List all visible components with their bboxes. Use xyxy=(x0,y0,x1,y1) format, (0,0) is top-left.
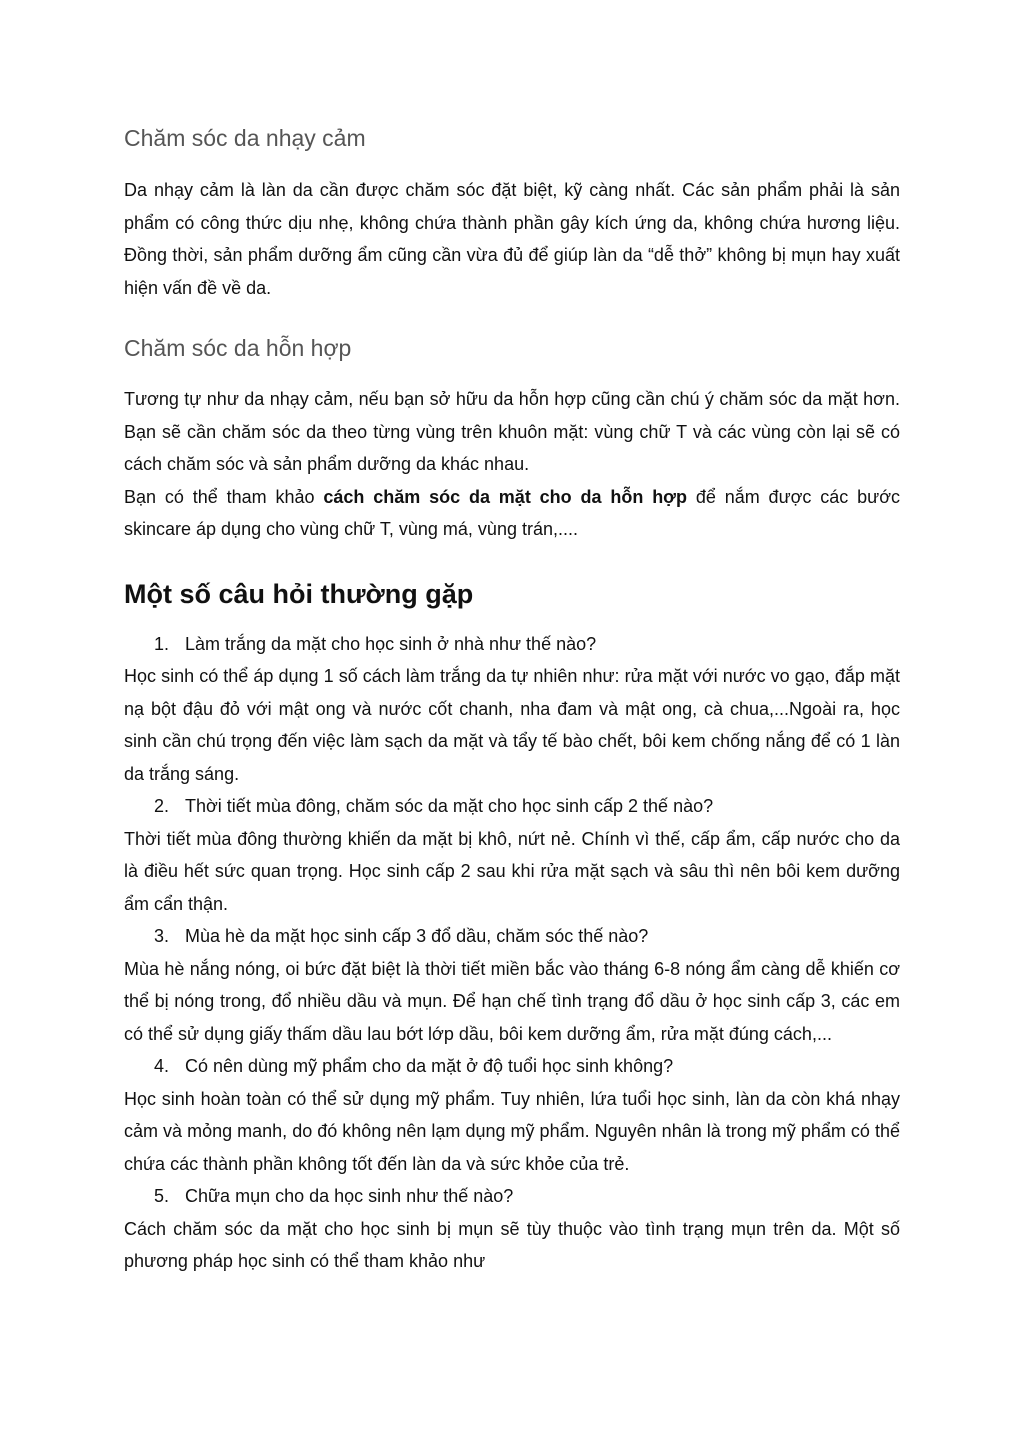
faq-question-3 xyxy=(124,920,900,953)
faq-question-text: Mùa hè da mặt học sinh cấp 3 đổ dầu, chăm sóc thế nào? xyxy=(185,926,649,946)
faq-list xyxy=(124,628,900,1278)
paragraph-sensitive-skin: Da nhạy cảm là làn da cần được chăm sóc đặt biệt, kỹ càng nhất. Các sản phẩm phải là sản phẩm có công thức dịu nhẹ, không chứa thành phần gây kích ứng da, không chứa hương liệu. Đồng thời, sản phẩm dưỡng ẩm cũng cần vừa đủ để giúp làn da “dễ thở” không bị mụn hay xuất hiện vấn đề về da. xyxy=(124,180,900,298)
faq-question-text: Chữa mụn cho da học sinh như thế nào? xyxy=(185,1186,514,1206)
paragraph-combination-skin: Tương tự như da nhạy cảm, nếu bạn sở hữu da hỗn hợp cũng cần chú ý chăm sóc da mặt hơn. Bạn sẽ cần chăm sóc da theo từng vùng trên khuôn mặt: vùng chữ T và các vùng còn lại sẽ có cách chăm sóc và sản phẩm dưỡng da khác nhau. xyxy=(124,389,900,474)
faq-answer-3: Mùa hè nắng nóng, oi bức đặt biệt là thời tiết miền bắc vào tháng 6-8 nóng ẩm càng dễ khiến cơ thể bị nóng trong, đổ nhiều dầu và mụn. Để hạn chế tình trạng đổ dầu ở học sinh cấp 3, các em có thể sử dụng giấy thấm dầu lau bớt lớp dầu, bôi kem dưỡng ẩm, rửa mặt đúng cách,... xyxy=(124,958,900,1044)
faq-question-text: Có nên dùng mỹ phẩm cho da mặt ở độ tuổi học sinh không? xyxy=(185,1056,674,1076)
tip-link-text: cách chăm sóc da mặt cho da hỗn hợp xyxy=(323,486,687,507)
section-heading-combination-skin: Chăm sóc da hỗn hợp xyxy=(124,335,352,361)
faq-question-4 xyxy=(124,1050,900,1083)
faq-question-5 xyxy=(124,1180,900,1213)
document-page xyxy=(124,122,900,1278)
paragraph-combination-tip xyxy=(124,481,900,546)
section-heading-sensitive-skin: Chăm sóc da nhạy cảm xyxy=(124,125,366,151)
faq-question-1 xyxy=(124,628,900,661)
faq-answer-4: Học sinh hoàn toàn có thể sử dụng mỹ phẩm. Tuy nhiên, lứa tuổi học sinh, làn da còn khá nhạy cảm và mỏng manh, do đó không nên lạm dụng mỹ phẩm. Nguyên nhân là trong mỹ phẩm có thể chứa các thành phần không tốt đến làn da và sức khỏe của trẻ. xyxy=(124,1088,900,1174)
faq-number: 1. xyxy=(154,633,170,654)
faq-answer-1: Học sinh có thể áp dụng 1 số cách làm trắng da tự nhiên như: rửa mặt với nước vo gạo, đắp mặt nạ bột đậu đỏ với mật ong và nước cốt chanh, nha đam và mật ong, cà chua,...Ngoài ra, học sinh cần chú trọng đến việc làm sạch da mặt và tẩy tế bào chết, bôi kem chống nắng để có 1 làn da trắng sáng. xyxy=(124,666,900,784)
tip-prefix: Bạn có thể tham khảo xyxy=(124,486,324,507)
faq-number: 5. xyxy=(154,1186,170,1206)
faq-question-text: Thời tiết mùa đông, chăm sóc da mặt cho học sinh cấp 2 thế nào? xyxy=(185,796,714,816)
tip-suffix: để nắm được các bước skincare áp dụng cho vùng chữ T, vùng má, vùng trán,.... xyxy=(124,486,900,539)
faq-question-text: Làm trắng da mặt cho học sinh ở nhà như thế nào? xyxy=(185,633,597,654)
faq-number: 2. xyxy=(154,796,170,816)
faq-heading: Một số câu hỏi thường gặp xyxy=(124,578,474,609)
faq-number: 3. xyxy=(154,926,170,946)
faq-answer-5: Cách chăm sóc da mặt cho học sinh bị mụn sẽ tùy thuộc vào tình trạng mụn trên da. Một số phương pháp học sinh có thể tham khảo như xyxy=(124,1218,900,1271)
faq-question-2 xyxy=(124,790,900,823)
faq-answer-2: Thời tiết mùa đông thường khiến da mặt bị khô, nứt nẻ. Chính vì thế, cấp ẩm, cấp nước cho da là điều hết sức quan trọng. Học sinh cấp 2 sau khi rửa mặt sạch và sâu thì nên bôi kem dưỡng ẩm cẩn thận. xyxy=(124,828,900,914)
faq-number: 4. xyxy=(154,1056,170,1076)
